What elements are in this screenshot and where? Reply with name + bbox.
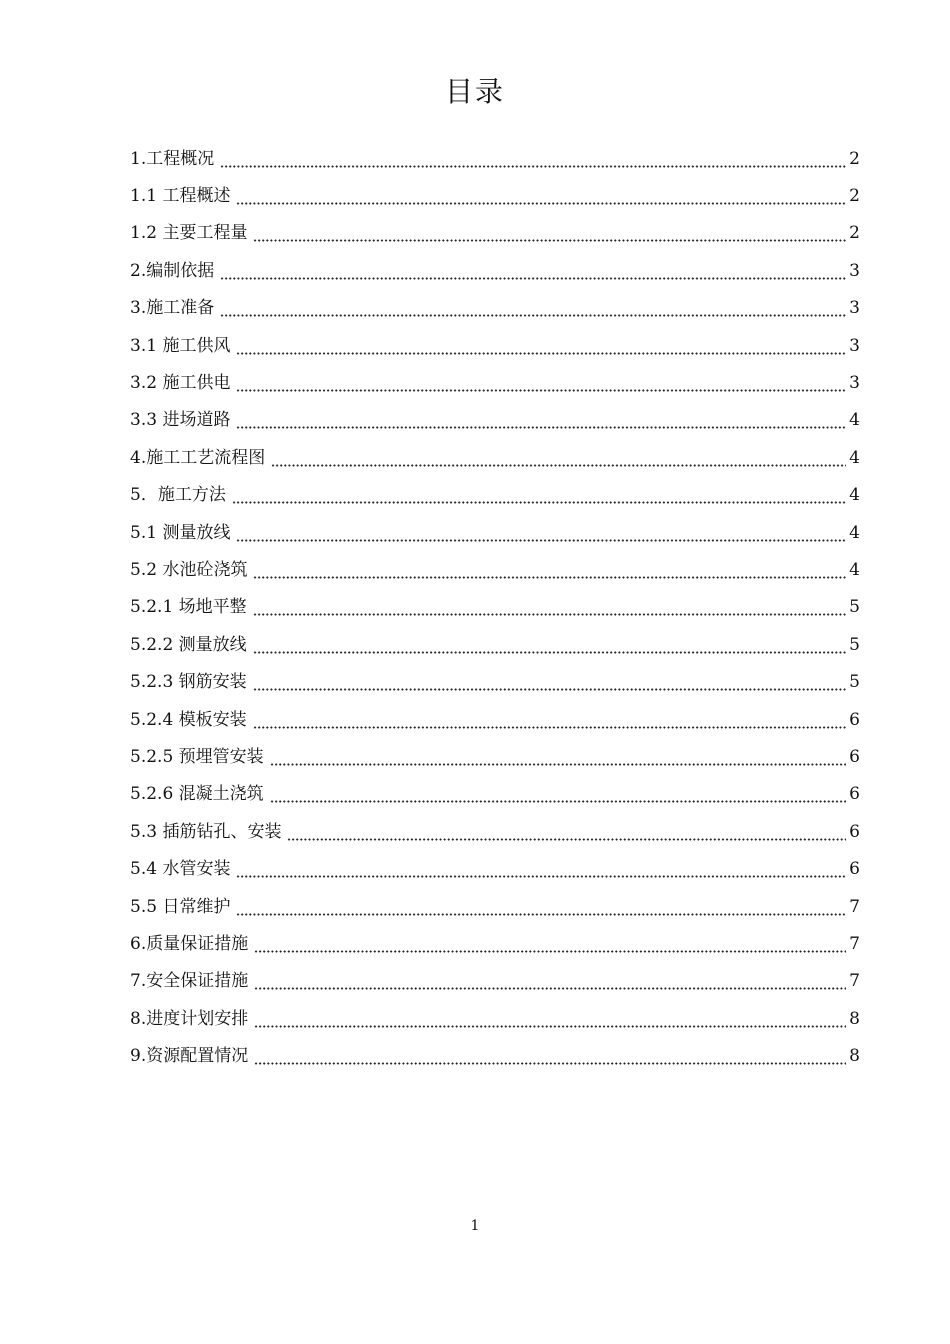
dot-leader: [253, 602, 847, 616]
toc-entry[interactable]: [130, 1037, 860, 1074]
dot-leader: [220, 154, 846, 168]
toc-entry-page: 7: [849, 933, 860, 954]
toc-entry[interactable]: [130, 514, 860, 551]
toc-entry[interactable]: [130, 663, 860, 700]
toc-entry-page: 4: [849, 447, 860, 468]
dot-leader: [220, 266, 846, 280]
toc-entry-page: 3: [849, 373, 860, 394]
dot-leader: [254, 1051, 846, 1065]
toc-entry[interactable]: [130, 776, 860, 813]
toc-entry[interactable]: [130, 140, 860, 177]
toc-entry-label: 4.施工工艺流程图: [130, 447, 266, 468]
dot-leader: [220, 303, 846, 317]
toc-entry-page: 7: [849, 896, 860, 917]
toc-entry-page: 7: [849, 971, 860, 992]
footer-page-number: 1: [470, 1218, 480, 1234]
dot-leader: [254, 976, 846, 990]
toc-entry[interactable]: [130, 925, 860, 962]
toc-entry[interactable]: [130, 701, 860, 738]
dot-leader: [236, 341, 846, 355]
toc-entry-label: 5.2.3 钢筋安装: [130, 672, 247, 693]
toc-entry-label: 8.进度计划安排: [130, 1008, 249, 1029]
toc-entry[interactable]: [130, 888, 860, 925]
toc-entry[interactable]: [130, 215, 860, 252]
toc-entry-label: 5.2 水池砼浇筑: [130, 559, 248, 580]
table-of-contents: [130, 140, 860, 1075]
toc-entry-label: 1.1 工程概述: [130, 186, 231, 207]
toc-entry-page: 5: [849, 597, 860, 618]
toc-entry-label: 5.5 日常维护: [130, 896, 231, 917]
toc-entry-page: 2: [849, 186, 860, 207]
toc-entry-label: 5．施工方法: [130, 485, 226, 506]
dot-leader: [236, 378, 846, 392]
toc-entry[interactable]: [130, 963, 860, 1000]
toc-entry-label: 1.2 主要工程量: [130, 223, 248, 244]
toc-entry[interactable]: [130, 327, 860, 364]
toc-entry-page: 3: [849, 260, 860, 281]
toc-entry-page: 3: [849, 298, 860, 319]
toc-entry[interactable]: [130, 1000, 860, 1037]
toc-entry[interactable]: [130, 177, 860, 214]
toc-entry-page: 4: [849, 559, 860, 580]
dot-leader: [253, 640, 847, 654]
toc-entry-label: 3.施工准备: [130, 298, 215, 319]
toc-entry-label: 5.2.1 场地平整: [130, 597, 247, 618]
toc-entry[interactable]: [130, 738, 860, 775]
toc-entry-label: 2.编制依据: [130, 260, 215, 281]
toc-entry-page: 6: [849, 746, 860, 767]
dot-leader: [253, 228, 846, 242]
page-title: 目录: [444, 75, 505, 108]
dot-leader: [253, 677, 847, 691]
toc-entry-page: 4: [849, 410, 860, 431]
toc-entry[interactable]: [130, 364, 860, 401]
toc-entry[interactable]: [130, 813, 860, 850]
dot-leader: [270, 789, 847, 803]
dot-leader: [253, 565, 846, 579]
dot-leader: [232, 490, 846, 504]
toc-entry-label: 7.安全保证措施: [130, 971, 249, 992]
toc-entry-page: 4: [849, 522, 860, 543]
toc-entry-page: 8: [849, 1046, 860, 1067]
dot-leader: [236, 191, 846, 205]
toc-entry-label: 1.工程概况: [130, 148, 215, 169]
toc-entry-page: 3: [849, 335, 860, 356]
toc-entry-page: 6: [849, 859, 860, 880]
toc-entry-label: 5.2.2 测量放线: [130, 634, 247, 655]
toc-entry-page: 5: [849, 672, 860, 693]
dot-leader: [271, 453, 846, 467]
toc-entry-page: 2: [849, 148, 860, 169]
toc-entry[interactable]: [130, 290, 860, 327]
toc-entry-label: 5.1 测量放线: [130, 522, 231, 543]
toc-entry-page: 6: [849, 709, 860, 730]
toc-entry-label: 6.质量保证措施: [130, 933, 249, 954]
toc-entry-page: 6: [849, 784, 860, 805]
toc-entry[interactable]: [130, 850, 860, 887]
toc-entry-label: 5.2.5 预埋管安装: [130, 746, 264, 767]
toc-entry-page: 2: [849, 223, 860, 244]
dot-leader: [236, 528, 846, 542]
toc-entry-page: 4: [849, 485, 860, 506]
dot-leader: [236, 864, 846, 878]
toc-entry[interactable]: [130, 551, 860, 588]
toc-entry-label: 5.3 插筋钻孔、安装: [130, 821, 282, 842]
dot-leader: [253, 715, 847, 729]
dot-leader: [236, 415, 846, 429]
toc-entry[interactable]: [130, 439, 860, 476]
toc-entry[interactable]: [130, 626, 860, 663]
toc-entry-page: 8: [849, 1008, 860, 1029]
toc-entry-label: 9.资源配置情况: [130, 1046, 249, 1067]
toc-entry-label: 3.1 施工供风: [130, 335, 231, 356]
toc-entry-label: 3.2 施工供电: [130, 373, 231, 394]
toc-entry[interactable]: [130, 252, 860, 289]
toc-entry-page: 6: [849, 821, 860, 842]
toc-entry-label: 3.3 进场道路: [130, 410, 231, 431]
dot-leader: [254, 1014, 846, 1028]
dot-leader: [254, 939, 846, 953]
toc-entry-label: 5.2.6 混凝土浇筑: [130, 784, 264, 805]
dot-leader: [236, 902, 846, 916]
toc-entry[interactable]: [130, 477, 860, 514]
dot-leader: [287, 827, 846, 841]
toc-entry-label: 5.4 水管安装: [130, 859, 231, 880]
toc-entry[interactable]: [130, 402, 860, 439]
dot-leader: [270, 752, 847, 766]
toc-entry-label: 5.2.4 模板安装: [130, 709, 247, 730]
toc-entry-page: 5: [849, 634, 860, 655]
toc-entry[interactable]: [130, 589, 860, 626]
